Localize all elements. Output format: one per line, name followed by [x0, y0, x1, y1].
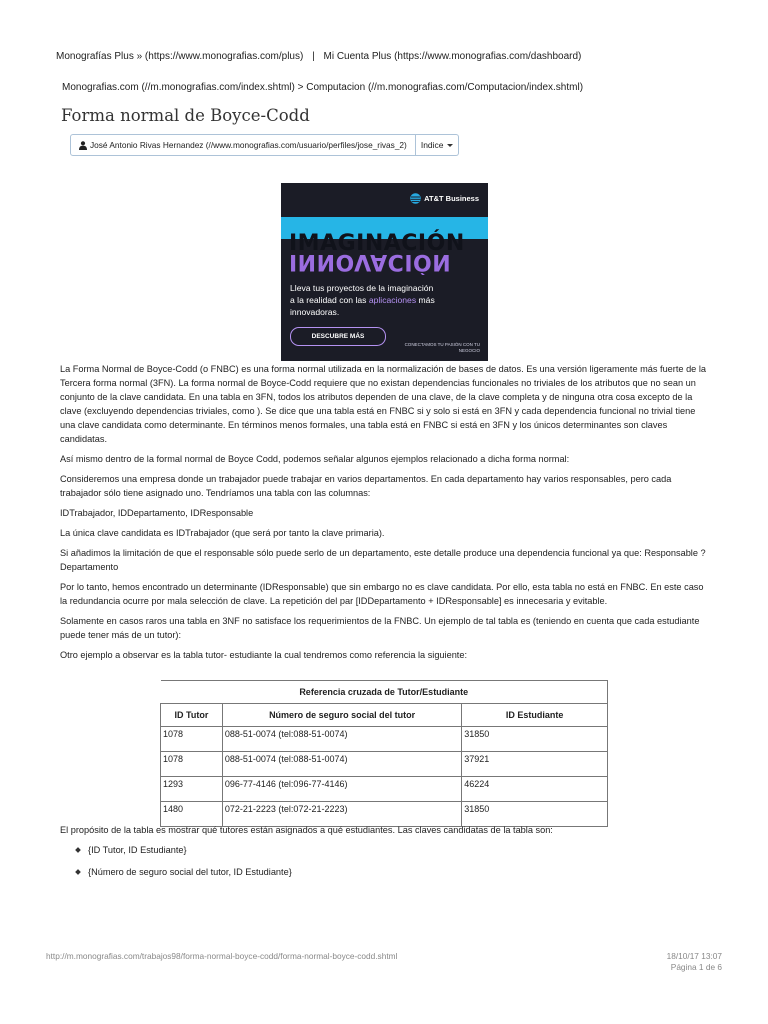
paragraph: La Forma Normal de Boyce-Codd (o FNBC) es una forma normal utilizada en la normalización de bases de datos. Es una versión ligeramente más fuerte de la Tercera forma normal (3FN). La forma normal de Boyce-Codd requiere que no existan dependencias funcionales no triviales de los atributos que no sean un conjunto de la clave candidata. En una tabla en 3FN, todos los atributos dependen de una clave, de la clave completa y de ninguna otra cosa excepto de la clave (excluyendo dependencias triviales, como ). Se dice que una tabla está en FNBC si y solo si está en 3FN y cada dependencia funcional no trivial tiene una clave candidata como determinante. En términos menos formales, una tabla está en FNBC si está en 3FN y los únicos determinantes son claves candidatas.: [60, 364, 706, 444]
paragraph: Si añadimos la limitación de que el responsable sólo puede serlo de un departamento, este detalle produce una dependencia funcional ya que: Responsable ? Departamento: [60, 548, 706, 572]
tutor-student-table: [160, 680, 608, 827]
ad-brand: AT&T Business: [424, 194, 479, 203]
table-cell[interactable]: 088-51-0074 (tel:088-51-0074): [222, 727, 461, 752]
separator: |: [312, 51, 315, 62]
after-table-section: [60, 823, 710, 887]
author-link[interactable]: [70, 134, 416, 156]
ad-cta-button[interactable]: DESCUBRE MÁS: [290, 327, 386, 346]
breadcrumb[interactable]: Monografias.com (//m.monografias.com/index.shtml) > Computacion (//m.monografias.com/Computacion/index.shtml): [62, 82, 584, 93]
list-item-text: {ID Tutor, ID Estudiante}: [88, 845, 187, 855]
caret-down-icon: [447, 144, 453, 147]
table-cell[interactable]: 096-77-4146 (tel:096-77-4146): [222, 777, 461, 802]
ad-body-line: innovadoras.: [290, 307, 340, 317]
ad-highlight: aplicaciones: [368, 295, 417, 305]
table-row: [161, 727, 608, 752]
article-body: [60, 362, 710, 668]
table-caption: Referencia cruzada de Tutor/Estudiante: [161, 681, 608, 704]
globe-icon: [410, 193, 421, 204]
ad-headline: IMAGINACIÓN: [289, 231, 465, 256]
diamond-bullet-icon: [75, 847, 81, 853]
table-cell: 46224: [462, 777, 608, 802]
index-label: Indice: [420, 140, 444, 150]
top-links: [56, 51, 581, 62]
ad-body-text: [290, 282, 480, 318]
author-bar: [70, 134, 459, 154]
table-cell[interactable]: 072-21-2223 (tel:072-21-2223): [222, 802, 461, 827]
footer-datetime: 18/10/17 13:07: [666, 951, 722, 961]
index-dropdown-button[interactable]: [416, 134, 459, 156]
candidate-keys-list: [60, 843, 710, 879]
table-cell[interactable]: 088-51-0074 (tel:088-51-0074): [222, 752, 461, 777]
ad-text: a la realidad con las: [290, 295, 369, 305]
table-cell: 37921: [462, 752, 608, 777]
column-header: ID Tutor: [161, 704, 223, 727]
paragraph: Por lo tanto, hemos encontrado un determinante (IDResponsable) que sin embargo no es clave candidata. Por ello, esta tabla no está en FNBC. En este caso la redundancia ocurre por mala selección de clave. La repetición del par [IDDepartamento + IDResponsable] es innecesaria y evitable.: [60, 582, 704, 606]
list-item: [76, 843, 710, 857]
table-cell: 1480: [161, 802, 223, 827]
table-row: [161, 777, 608, 802]
author-name: José Antonio Rivas Hernandez (//www.monografias.com/usuario/perfiles/jose_rivas_2): [90, 140, 407, 150]
ad-body-line: Lleva tus proyectos de la imaginación: [290, 283, 434, 293]
column-header: ID Estudiante: [462, 704, 608, 727]
ad-text: más: [416, 295, 435, 305]
table-cell: 31850: [462, 727, 608, 752]
list-item-text: {Número de seguro social del tutor, ID Estudiante}: [88, 867, 292, 877]
paragraph: Otro ejemplo a observar es la tabla tutor- estudiante la cual tendremos como referencia la siguiente:: [60, 650, 468, 660]
diamond-bullet-icon: [75, 869, 81, 875]
table-cell: 1078: [161, 752, 223, 777]
paragraph: Solamente en casos raros una tabla en 3NF no satisface los requerimientos de la FNBC. Un ejemplo de tal tabla es (teniendo en cuenta que cada estudiante puede tener más de un tutor):: [60, 616, 700, 640]
table-cell: 31850: [462, 802, 608, 827]
plus-link[interactable]: Monografías Plus » (https://www.monografias.com/plus): [56, 51, 304, 62]
table-cell: 1078: [161, 727, 223, 752]
column-header: Número de seguro social del tutor: [222, 704, 461, 727]
footer-url: http://m.monografias.com/trabajos98/forma-normal-boyce-codd/forma-normal-boyce-codd.shtml: [46, 951, 398, 961]
ad-headline-mirror: INNOVACIÓN: [289, 249, 452, 274]
att-logo: [410, 193, 479, 204]
paragraph: El propósito de la tabla es mostrar qué tutores están asignados a qué estudiantes. Las claves candidatas de la tabla son:: [60, 825, 553, 835]
list-item: [76, 865, 710, 879]
table-cell: 1293: [161, 777, 223, 802]
user-icon: [79, 141, 87, 150]
paragraph: Consideremos una empresa donde un trabajador puede trabajar en varios departamentos. En cada departamento hay varios responsables, pero cada trabajador sólo tiene asignado uno. Tendríamos una tabla con las columnas:: [60, 474, 672, 498]
account-link[interactable]: Mi Cuenta Plus (https://www.monografias.com/dashboard): [323, 51, 582, 62]
page-title: Forma normal de Boyce-Codd: [61, 106, 310, 125]
ad-body-line: [290, 294, 480, 306]
footer-meta: [667, 951, 722, 973]
paragraph: Así mismo dentro de la formal normal de Boyce Codd, podemos señalar algunos ejemplos relacionado a dicha forma normal:: [60, 454, 570, 464]
paragraph: IDTrabajador, IDDepartamento, IDResponsable: [60, 508, 254, 518]
paragraph: La única clave candidata es IDTrabajador (que será por tanto la clave primaria).: [60, 528, 385, 538]
footer-page-number: Página 1 de 6: [670, 962, 722, 972]
table-row: [161, 752, 608, 777]
advertisement-banner[interactable]: [281, 183, 488, 361]
ad-small-print: CONECTAMOS TU PASIÓN CON TU NEGOCIO: [404, 342, 480, 353]
